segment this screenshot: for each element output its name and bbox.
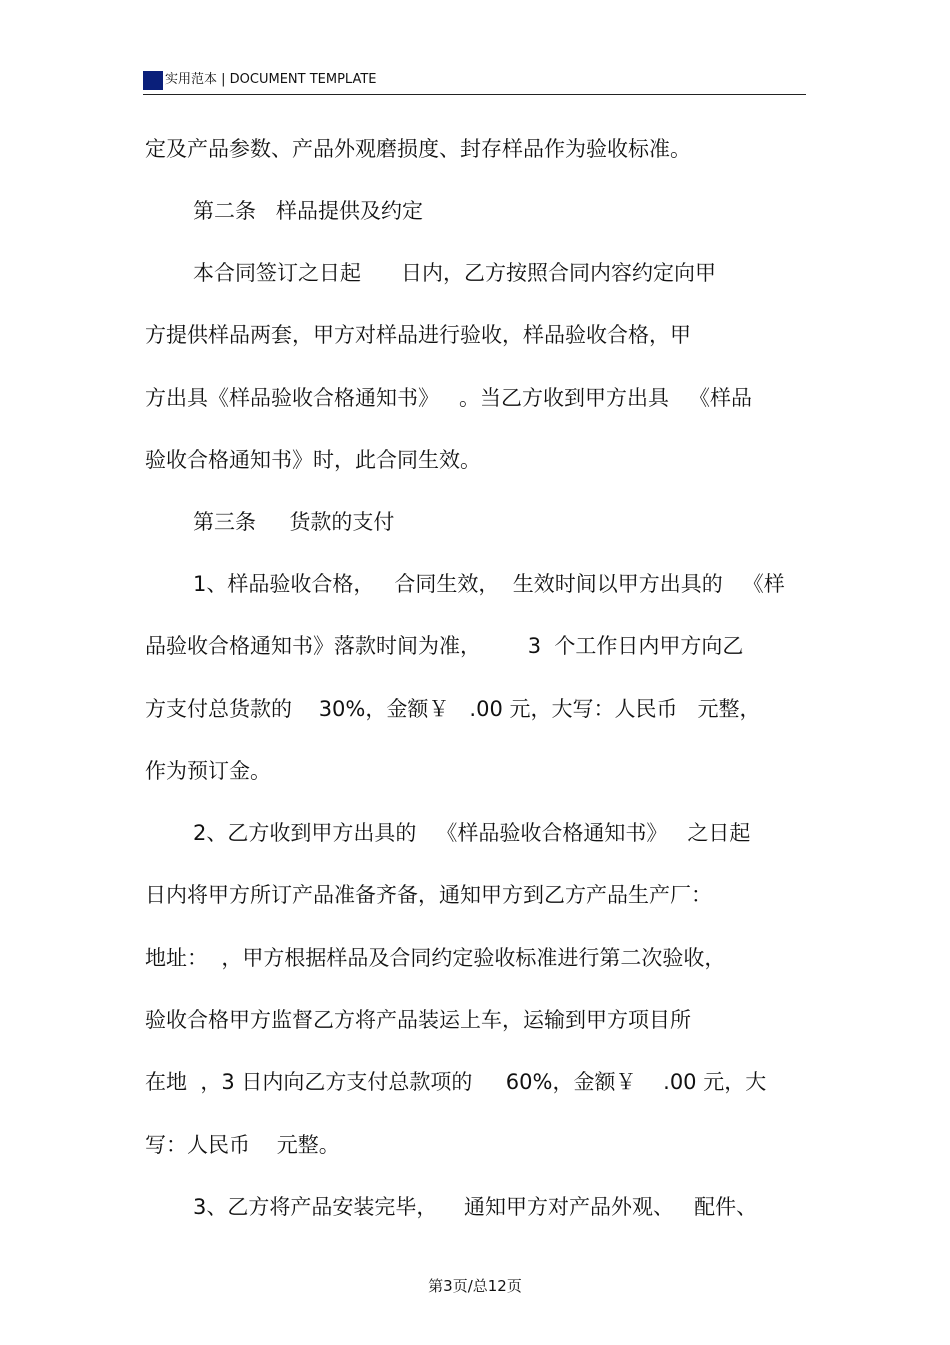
body-line: 地址： ，甲方根据样品及合同约定验收标准进行第二次验收， — [145, 946, 726, 970]
body-line: 验收合格甲方监督乙方将产品装运上车，运输到甲方项目所 — [145, 1008, 691, 1032]
page-number: 第3页/总12页 — [428, 1277, 522, 1295]
section-heading: 第二条 样品提供及约定 — [193, 199, 424, 223]
body-line: 方支付总货款的 30%，金额￥ .00 元，大写：人民币 元整， — [145, 697, 761, 721]
body-line: 写：人民币 元整。 — [145, 1133, 340, 1157]
section-heading: 第三条 货款的支付 — [193, 510, 395, 534]
body-line: 品验收合格通知书》落款时间为准， 3 个工作日内甲方向乙 — [145, 634, 744, 658]
header-logo-mark — [143, 71, 163, 90]
body-line: 作为预订金。 — [145, 759, 271, 783]
body-line: 定及产品参数、产品外观磨损度、封存样品作为验收标准。 — [145, 137, 691, 161]
header-title: 实用范本 | DOCUMENT TEMPLATE — [165, 72, 377, 87]
body-line: 方出具《样品验收合格通知书》 。当乙方收到甲方出具 《样品 — [145, 386, 753, 410]
body-line: 在地 ，3 日内向乙方支付总款项的 60%，金额￥ .00 元，大 — [145, 1070, 767, 1094]
body-line: 3、乙方将产品安装完毕， 通知甲方对产品外观、 配件、 — [193, 1195, 758, 1219]
body-line: 验收合格通知书》时，此合同生效。 — [145, 448, 481, 472]
body-line: 日内将甲方所订产品准备齐备，通知甲方到乙方产品生产厂： — [145, 883, 712, 907]
document-header — [143, 68, 806, 95]
body-line: 本合同签订之日起 日内，乙方按照合同内容约定向甲 — [193, 261, 717, 285]
body-line: 2、乙方收到甲方出具的 《样品验收合格通知书》 之日起 — [193, 821, 751, 845]
body-line: 1、样品验收合格， 合同生效， 生效时间以甲方出具的 《样 — [193, 572, 785, 596]
body-line: 方提供样品两套，甲方对样品进行验收，样品验收合格，甲 — [145, 323, 691, 347]
